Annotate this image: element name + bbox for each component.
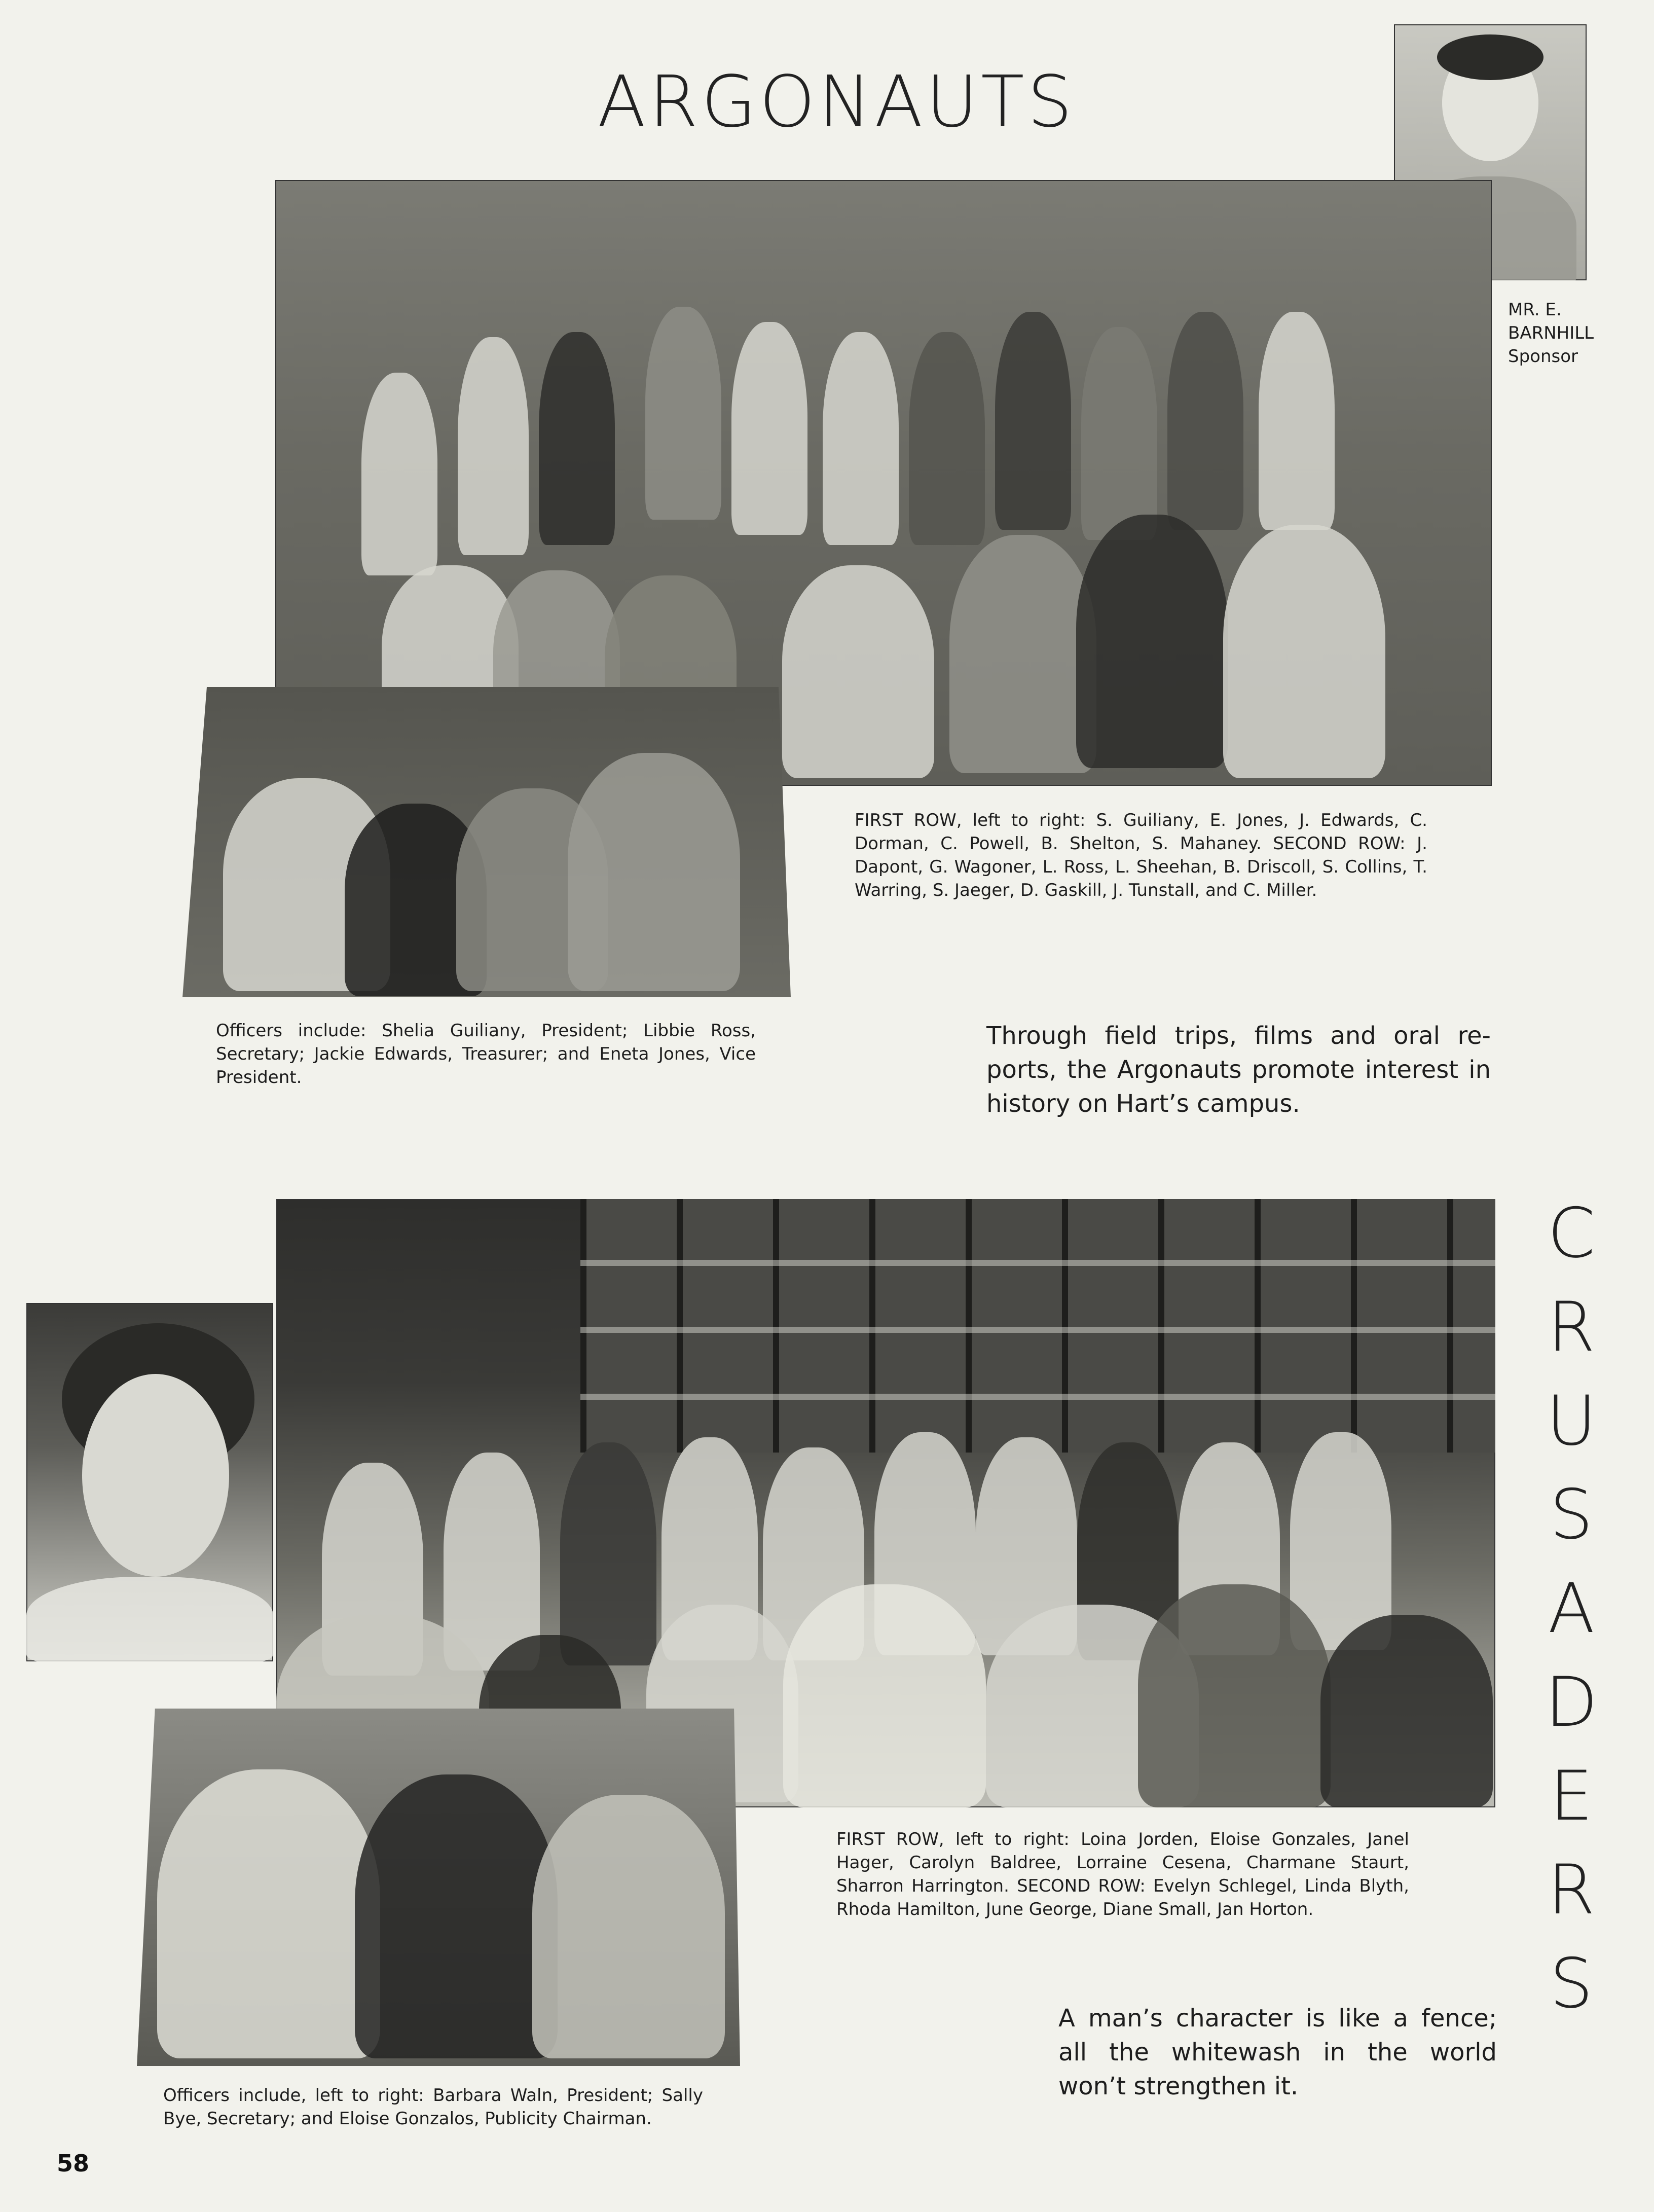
argonauts-description: Through field trips, films and oral reports, the Argonauts promote interest in history on Hart’s campus.	[986, 1022, 1491, 1118]
sponsor-name: BARNHILL	[1508, 323, 1594, 343]
crusaders-group-caption: FIRST ROW, left to right: Loina Jorden, Eloise Gonzales, Janel Hager, Carolyn Baldree, Lorraine Cesena, Charmane Staurt, Sharron Harrington. SECOND ROW: Evelyn Schlegel, Linda Blyth, Rhoda Hamilton, June George, Diane Small, Jan Horton.	[836, 1829, 1409, 1919]
crusaders-officers-caption: Officers include, left to right: Barbara Waln, President; Sally Bye, Secretary; and Eloise Gonzalos, Publicity Chairman.	[163, 2085, 703, 2129]
crusaders-letter: S	[1550, 1944, 1593, 2023]
crusaders-officers-photo	[137, 1709, 740, 2066]
crusaders-letter: C	[1547, 1193, 1596, 1273]
crusaders-title	[1541, 1186, 1602, 2030]
sponsor-caption	[1508, 298, 1640, 368]
crusaders-quote: A man’s character is like a fence; all the whitewash in the world won’t strengthen it.	[1058, 2004, 1497, 2100]
crusaders-letter: E	[1550, 1756, 1593, 1836]
argonauts-officers-caption: Officers include: Shelia Guiliany, President; Libbie Ross, Secretary; Jackie Edwards, Treasurer; and Eneta Jones, Vice President.	[216, 1021, 756, 1087]
crusaders-letter: D	[1545, 1662, 1598, 1742]
crusaders-letter: R	[1548, 1287, 1595, 1367]
crusaders-letter: R	[1548, 1850, 1595, 1930]
sponsor-role: Sponsor	[1508, 346, 1578, 367]
argonauts-title: ARGONAUTS	[597, 61, 1076, 143]
crusaders-sponsor-portrait	[26, 1303, 273, 1661]
page-number: 58	[57, 2150, 90, 2177]
sponsor-title: MR. E.	[1508, 300, 1562, 320]
crusaders-letter: A	[1548, 1569, 1595, 1648]
argonauts-officers-photo	[182, 687, 791, 997]
crusaders-letter: S	[1550, 1475, 1593, 1554]
crusaders-letter: U	[1546, 1381, 1597, 1461]
argonauts-group-caption: FIRST ROW, left to right: S. Guiliany, E. Jones, J. Edwards, C. Dorman, C. Powell, B. Shelton, S. Mahaney. SECOND ROW: J. Dapont, G. Wagoner, L. Ross, L. Sheehan, B. Driscoll, S. Collins, T. Warring, S. Jaeger, D. Gaskill, J. Tunstall, and C. Miller.	[855, 810, 1427, 900]
